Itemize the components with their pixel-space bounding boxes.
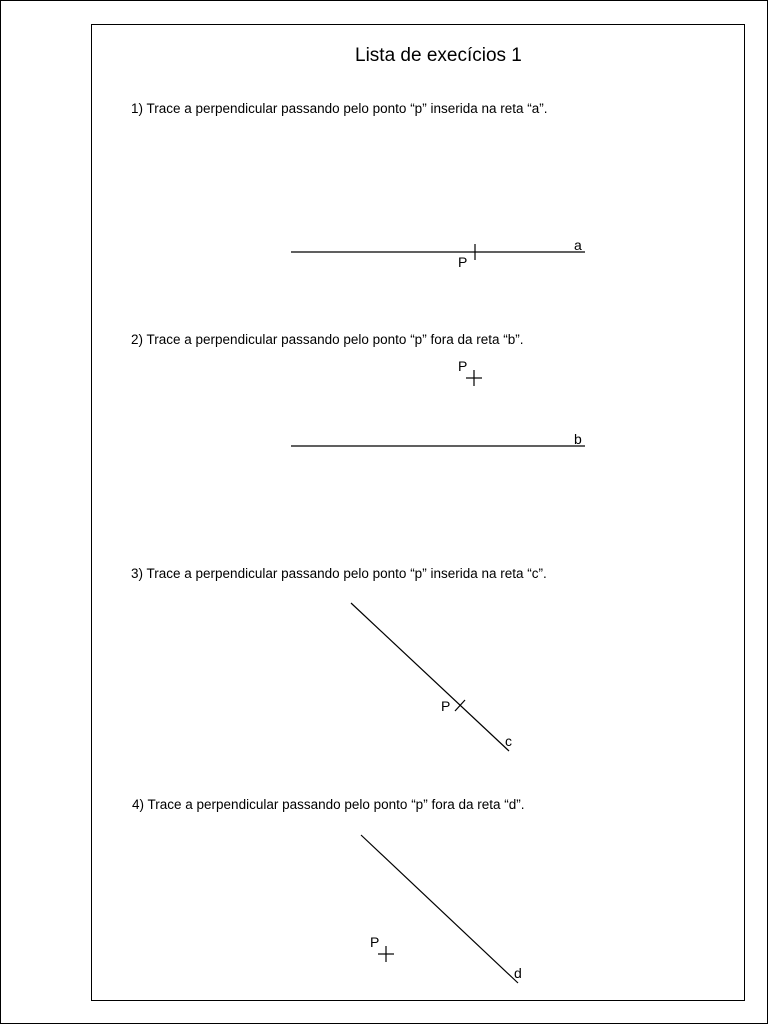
worksheet-title: Lista de execícios 1 (355, 45, 522, 66)
question-2-text: 2) Trace a perpendicular passando pelo ponto “p” fora da reta “b”. (131, 332, 524, 347)
figure-4 (361, 835, 522, 983)
question-3-text: 3) Trace a perpendicular passando pelo ponto “p” inserida na reta “c”. (131, 566, 547, 581)
line-b-label: b (574, 431, 582, 447)
point-p-label: P (458, 358, 468, 374)
question-4-text: 4) Trace a perpendicular passando pelo ponto “p” fora da reta “d”. (132, 797, 525, 812)
figure-2 (291, 358, 585, 447)
line-a-label: a (574, 237, 582, 253)
figure-3 (351, 603, 512, 751)
line-d (361, 835, 518, 983)
point-p-label: P (370, 934, 380, 950)
question-1-text: 1) Trace a perpendicular passando pelo ponto “p” inserida na reta “a”. (131, 101, 548, 116)
figure-1 (291, 237, 585, 270)
line-c-label: c (505, 733, 512, 749)
point-p-label: P (458, 254, 468, 270)
line-c (351, 603, 509, 751)
line-d-label: d (514, 965, 522, 981)
point-p-label: P (441, 698, 451, 714)
